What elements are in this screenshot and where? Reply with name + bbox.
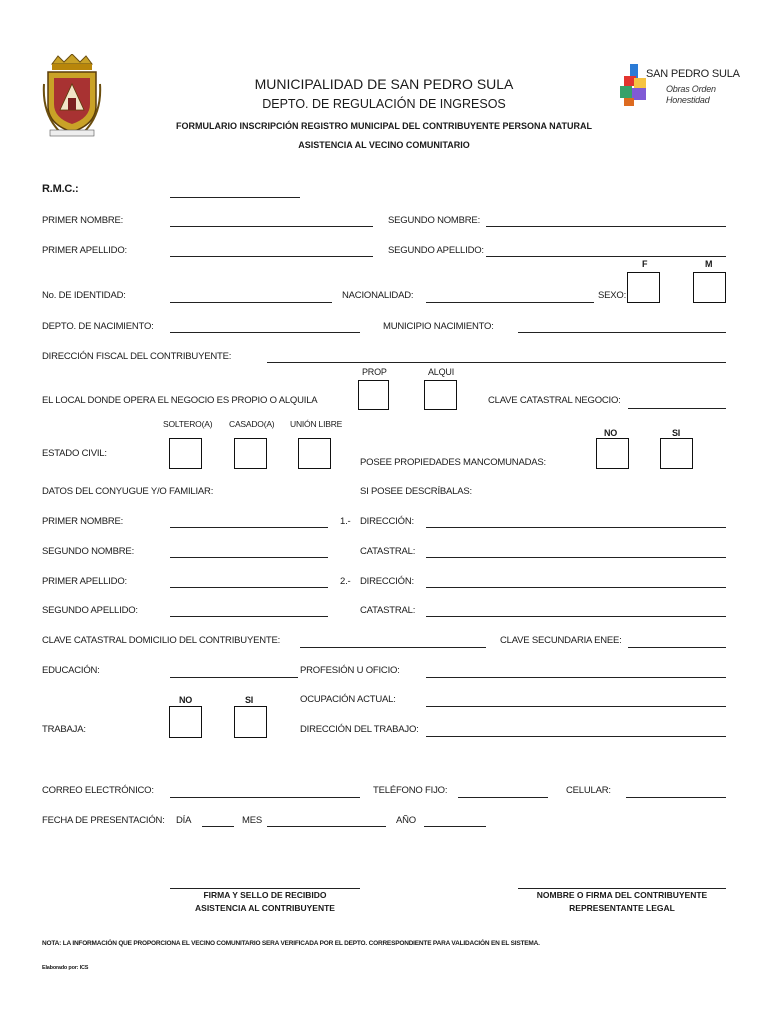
mancomunadas-no-label: NO: [604, 428, 618, 438]
logo-tagline-1: Obras Orden: [666, 84, 716, 94]
mancomunadas-no-checkbox[interactable]: [596, 438, 629, 469]
c-primer-nombre-label: PRIMER NOMBRE:: [42, 516, 124, 527]
c-primer-apellido-label: PRIMER APELLIDO:: [42, 576, 127, 587]
primer-apellido-line[interactable]: [170, 256, 373, 257]
catastral2-label: CATASTRAL:: [360, 605, 416, 616]
municipio-nac-line[interactable]: [518, 332, 726, 333]
trabaja-si-label: SI: [245, 695, 254, 705]
union-label: UNIÓN LIBRE: [290, 419, 343, 429]
direccion-fiscal-label: DIRECCIÓN FISCAL DEL CONTRIBUYENTE:: [42, 351, 232, 362]
signature-left-2: ASISTENCIA AL CONTRIBUYENTE: [195, 903, 335, 913]
segundo-nombre-line[interactable]: [486, 226, 726, 227]
soltero-label: SOLTERO(A): [163, 419, 213, 429]
dia-label: DÍA: [176, 815, 192, 826]
form-subtitle: ASISTENCIA AL VECINO COMUNITARIO: [298, 140, 470, 150]
clave-negocio-label: CLAVE CATASTRAL NEGOCIO:: [488, 395, 621, 406]
direccion1-label: DIRECCIÓN:: [360, 516, 414, 527]
direccion2-line[interactable]: [426, 587, 726, 588]
segundo-nombre-label: SEGUNDO NOMBRE:: [388, 215, 481, 226]
sex-f-checkbox[interactable]: [627, 272, 660, 303]
telefono-line[interactable]: [458, 797, 548, 798]
educacion-line[interactable]: [170, 677, 298, 678]
anio-label: AÑO: [396, 815, 416, 826]
c-segundo-apellido-label: SEGUNDO APELLIDO:: [42, 605, 138, 616]
segundo-apellido-line[interactable]: [486, 256, 726, 257]
primer-apellido-label: PRIMER APELLIDO:: [42, 245, 127, 256]
c-segundo-nombre-line[interactable]: [170, 557, 328, 558]
depto-nac-label: DEPTO. DE NACIMIENTO:: [42, 321, 154, 332]
celular-label: CELULAR:: [566, 785, 611, 796]
identidad-label: No. DE IDENTIDAD:: [42, 290, 126, 301]
si-posee-label: SI POSEE DESCRÍBALAS:: [360, 486, 472, 497]
direccion-trabajo-label: DIRECCIÓN DEL TRABAJO:: [300, 724, 419, 735]
catastral2-line[interactable]: [426, 616, 726, 617]
educacion-label: EDUCACIÓN:: [42, 665, 100, 676]
dia-line[interactable]: [202, 826, 234, 827]
estado-civil-label: ESTADO CIVIL:: [42, 448, 107, 459]
trabaja-label: TRABAJA:: [42, 724, 86, 735]
celular-line[interactable]: [626, 797, 726, 798]
elaborado-text: Elaborado por: ICS: [42, 965, 89, 971]
correo-label: CORREO ELECTRÓNICO:: [42, 785, 154, 796]
sexo-label: SEXO:: [598, 290, 627, 301]
union-checkbox[interactable]: [298, 438, 331, 469]
signature-left-line[interactable]: [170, 888, 360, 889]
fecha-label: FECHA DE PRESENTACIÓN:: [42, 815, 165, 826]
logo-text: SAN PEDRO SULA: [646, 68, 740, 80]
soltero-checkbox[interactable]: [169, 438, 202, 469]
num2-label: 2.-: [340, 576, 351, 587]
direccion1-line[interactable]: [426, 527, 726, 528]
signature-right-2: REPRESENTANTE LEGAL: [569, 903, 675, 913]
ocupacion-label: OCUPACIÓN ACTUAL:: [300, 694, 396, 705]
identidad-line[interactable]: [170, 302, 332, 303]
logo-tagline-2: Honestidad: [666, 95, 710, 105]
correo-line[interactable]: [170, 797, 360, 798]
catastral1-label: CATASTRAL:: [360, 546, 416, 557]
depto-nac-line[interactable]: [170, 332, 360, 333]
mes-line[interactable]: [267, 826, 386, 827]
signature-right-1: NOMBRE O FIRMA DEL CONTRIBUYENTE: [536, 890, 708, 900]
rmc-line[interactable]: [170, 197, 300, 198]
anio-line[interactable]: [424, 826, 486, 827]
prop-checkbox[interactable]: [358, 380, 389, 410]
sex-m-checkbox[interactable]: [693, 272, 726, 303]
dept-title: DEPTO. DE REGULACIÓN DE INGRESOS: [262, 97, 506, 111]
profesion-line[interactable]: [426, 677, 726, 678]
mes-label: MES: [242, 815, 262, 826]
clave-domicilio-line[interactable]: [300, 647, 486, 648]
rmc-label: R.M.C.:: [42, 183, 79, 195]
c-segundo-nombre-label: SEGUNDO NOMBRE:: [42, 546, 135, 557]
local-opera-label: EL LOCAL DONDE OPERA EL NEGOCIO ES PROPIO O ALQUILA: [42, 395, 318, 406]
prop-label: PROP: [362, 367, 387, 377]
direccion-trabajo-line[interactable]: [426, 736, 726, 737]
ocupacion-line[interactable]: [426, 706, 726, 707]
casado-label: CASADO(A): [229, 419, 275, 429]
posee-prop-label: POSEE PROPIEDADES MANCOMUNADAS:: [360, 457, 546, 468]
trabaja-no-label: NO: [179, 695, 193, 705]
primer-nombre-label: PRIMER NOMBRE:: [42, 215, 124, 226]
profesion-label: PROFESIÓN U OFICIO:: [300, 665, 400, 676]
casado-checkbox[interactable]: [234, 438, 267, 469]
trabaja-si-checkbox[interactable]: [234, 706, 267, 738]
sex-m-label: M: [705, 259, 713, 269]
sex-f-label: F: [642, 259, 648, 269]
catastral1-line[interactable]: [426, 557, 726, 558]
form-title: FORMULARIO INSCRIPCIÓN REGISTRO MUNICIPAL DEL CONTRIBUYENTE PERSONA NATURAL: [175, 121, 592, 131]
telefono-label: TELÉFONO FIJO:: [373, 785, 448, 796]
datos-conyugue-label: DATOS DEL CONYUGUE Y/O FAMILIAR:: [42, 486, 214, 497]
clave-enee-line[interactable]: [628, 647, 726, 648]
alqui-checkbox[interactable]: [424, 380, 457, 410]
municipio-nac-label: MUNICIPIO NACIMIENTO:: [383, 321, 494, 332]
mancomunadas-si-checkbox[interactable]: [660, 438, 693, 469]
primer-nombre-line[interactable]: [170, 226, 373, 227]
clave-negocio-line[interactable]: [628, 408, 726, 409]
c-segundo-apellido-line[interactable]: [170, 616, 328, 617]
segundo-apellido-label: SEGUNDO APELLIDO:: [388, 245, 484, 256]
trabaja-no-checkbox[interactable]: [169, 706, 202, 738]
c-primer-nombre-line[interactable]: [170, 527, 328, 528]
clave-enee-label: CLAVE SECUNDARIA ENEE:: [500, 635, 622, 646]
clave-domicilio-label: CLAVE CATASTRAL DOMICILIO DEL CONTRIBUYENTE:: [42, 635, 281, 646]
alqui-label: ALQUI: [428, 367, 455, 377]
num1-label: 1.-: [340, 516, 351, 527]
signature-right-line[interactable]: [518, 888, 726, 889]
nacionalidad-line[interactable]: [426, 302, 594, 303]
mancomunadas-si-label: SI: [672, 428, 681, 438]
signature-left-1: FIRMA Y SELLO DE RECIBIDO: [203, 890, 327, 900]
nacionalidad-label: NACIONALIDAD:: [342, 290, 414, 301]
direccion-fiscal-line[interactable]: [267, 362, 726, 363]
direccion2-label: DIRECCIÓN:: [360, 576, 414, 587]
nota-text: NOTA: LA INFORMACIÓN QUE PROPORCIONA EL VECINO COMUNITARIO SERA VERIFICADA POR EL DEPTO. CORRESPONDIENTE PARA VALIDACIÓN EN EL SISTEMA.: [42, 940, 540, 947]
c-primer-apellido-line[interactable]: [170, 587, 328, 588]
org-title: MUNICIPALIDAD DE SAN PEDRO SULA: [254, 76, 514, 92]
